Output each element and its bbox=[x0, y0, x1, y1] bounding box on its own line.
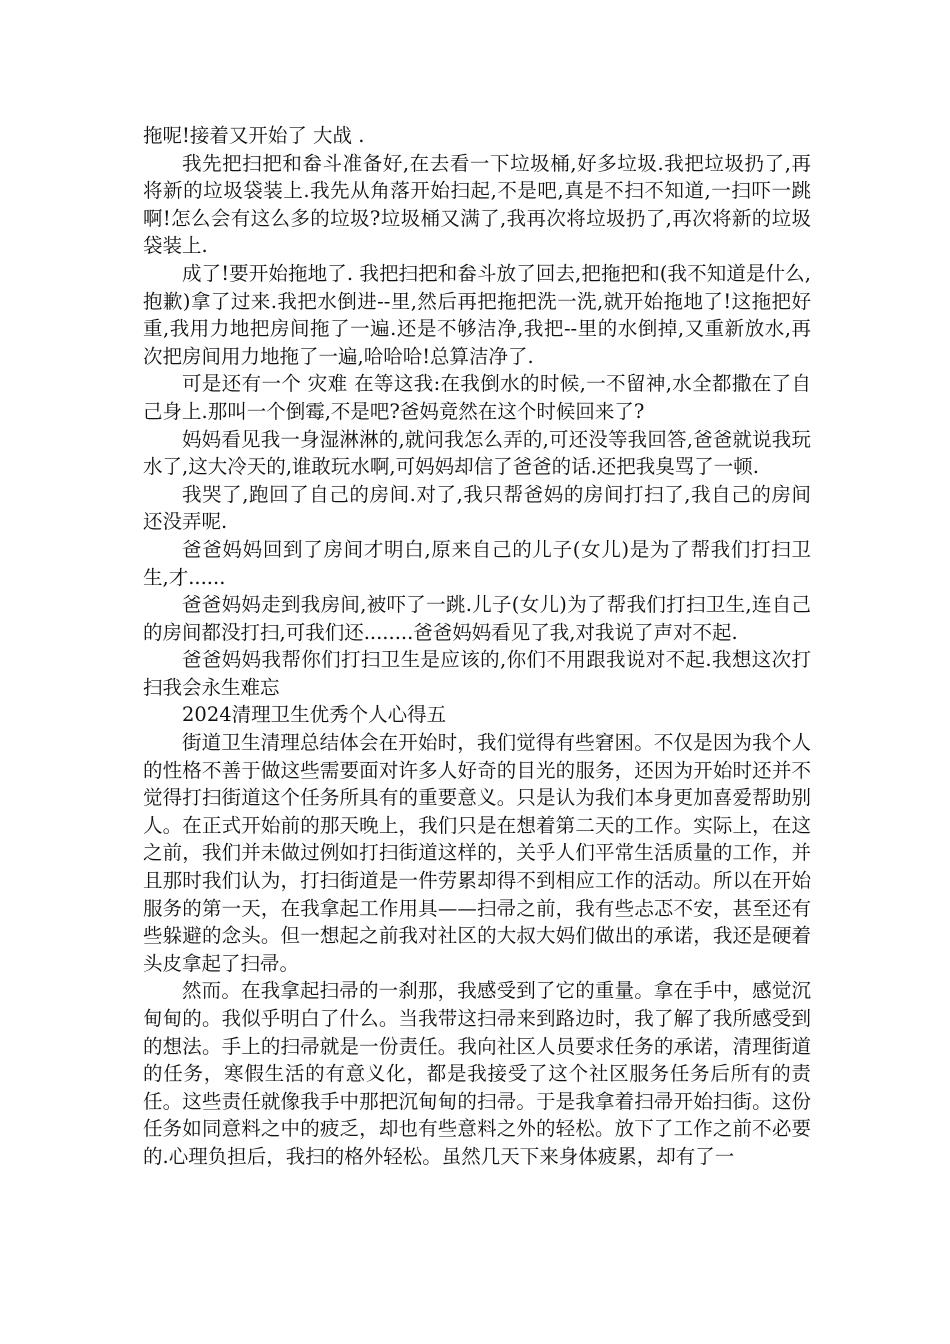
paragraph: 成了!要开始拖地了. 我把扫把和畚斗放了回去,把拖把和(我不知道是什么,抱歉)拿了过来.我把水倒进--里,然后再把拖把洗一洗,就开始拖地了!这拖把好重,我用力地把房间拖了一遍.还是不够洁净,我把--里的水倒掉,又重新放水,再次把房间用力地拖了一遍,哈哈哈!总算洁净了. bbox=[143, 261, 811, 368]
paragraph: 可是还有一个 灾难 在等这我:在我倒水的时候,一不留神,水全都撒在了自己身上.那叫一个倒霉,不是吧?爸妈竟然在这个时候回来了? bbox=[143, 372, 811, 423]
paragraph: 然而。在我拿起扫帚的一刹那，我感受到了它的重量。拿在手中，感觉沉甸甸的。我似乎明白了什么。当我带这扫帚来到路边时，我了解了我所感受到的想法。手上的扫帚就是一份责任。我向社区人员要求任务的承诺，清理街道的任务，寒假生活的有意义化，都是我接受了这个社区服务任务后所有的责任。这些责任就像我手中那把沉甸甸的扫帚。于是我拿着扫帚开始扫街。这份任务如同意料之中的疲乏，却也有些意料之外的轻松。放下了工作之前不必要的.心理负担后，我扫的格外轻松。虽然几天下来身体疲累，却有了一 bbox=[143, 979, 811, 1168]
paragraph: 街道卫生清理总结体会在开始时，我们觉得有些窘困。不仅是因为我个人的性格不善于做这些需要面对许多人好奇的目光的服务，还因为开始时还并不觉得打扫街道这个任务所具有的重要意义。只是认为我们本身更加喜爱帮助别人。在正式开始前的那天晚上，我们只是在想着第二天的工作。实际上，在这之前，我们并未做过例如打扫街道这样的，关乎人们平常生活质量的工作，并且那时我们认为，打扫街道是一件劳累却得不到相应工作的活动。所以在开始服务的第一天，在我拿起工作用具——扫帚之前，我有些忐忑不安，甚至还有些躲避的念头。但一想起之前我对社区的大叔大妈们做出的承诺，我还是硬着头皮拿起了扫帚。 bbox=[143, 731, 811, 975]
paragraph: 拖呢!接着又开始了 大战 . bbox=[143, 124, 365, 147]
document-page bbox=[143, 122, 811, 1171]
paragraph: 爸爸妈妈走到我房间,被吓了一跳.儿子(女儿)为了帮我们打扫卫生,连自己的房间都没打扫,可我们还........爸爸妈妈看见了我,对我说了声对不起. bbox=[143, 593, 811, 644]
paragraph: 我哭了,跑回了自己的房间.对了,我只帮爸妈的房间打扫了,我自己的房间还没弄呢. bbox=[143, 482, 811, 534]
paragraph: 爸爸妈妈回到了房间才明白,原来自己的儿子(女儿)是为了帮我们打扫卫生,才...... bbox=[143, 537, 811, 589]
section-heading: 2024清理卫生优秀个人心得五 bbox=[182, 703, 447, 727]
paragraph: 爸爸妈妈我帮你们打扫卫生是应该的,你们不用跟我说对不起.我想这次打扫我会永生难忘 bbox=[143, 648, 811, 699]
paragraph: 妈妈看见我一身湿淋淋的,就问我怎么弄的,可还没等我回答,爸爸就说我玩水了,这大冷天的,谁敢玩水啊,可妈妈却信了爸爸的话.还把我臭骂了一顿. bbox=[143, 427, 811, 479]
paragraph: 我先把扫把和畚斗准备好,在去看一下垃圾桶,好多垃圾.我把垃圾扔了,再将新的垃圾袋装上.我先从角落开始扫起,不是吧,真是不扫不知道,一扫吓一跳啊!怎么会有这么多的垃圾?垃圾桶又满了,我再次将垃圾扔了,再次将新的垃圾袋装上. bbox=[143, 151, 811, 258]
